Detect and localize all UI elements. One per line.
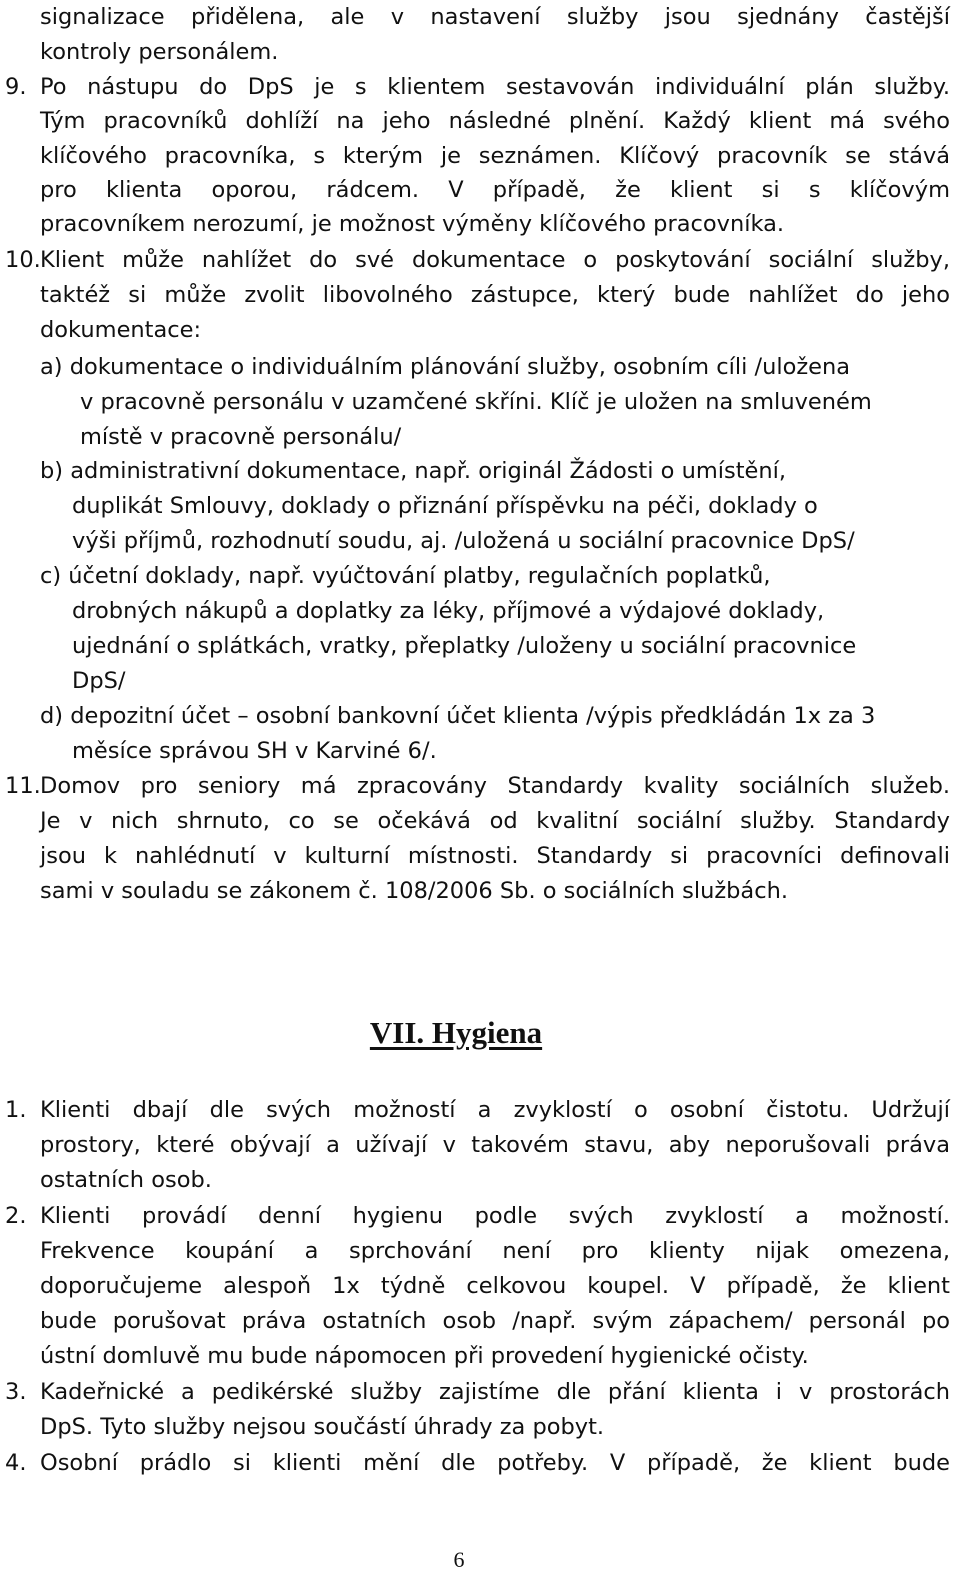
text-line: Je v nich shrnuto, co se očekává od kvalitní sociální služby. Standardy: [40, 808, 950, 834]
text-line: kontroly personálem.: [40, 39, 279, 65]
text-line: prostory, které obývají a užívají v takovém stavu, aby neporušovali práva: [40, 1132, 950, 1158]
text-line: pracovníkem nerozumí, je možnost výměny klíčového pracovníka.: [40, 211, 785, 237]
text-line: bude porušovat práva ostatních osob /např. svým zápachem/ personál po: [40, 1308, 950, 1334]
text-line: a) dokumentace o individuálním plánování služby, osobním cíli /uložena: [40, 354, 851, 380]
text-line: Klient může nahlížet do své dokumentace o poskytování sociální služby,: [40, 247, 950, 273]
list-number: 10.: [5, 247, 41, 273]
text-line: drobných nákupů a doplatky za léky, příjmové a výdajové doklady,: [72, 598, 825, 624]
text-line: ostatních osob.: [40, 1167, 212, 1193]
text-line: Po nástupu do DpS je s klientem sestavován individuální plán služby.: [40, 74, 950, 100]
text-line: Kadeřnické a pedikérské služby zajistíme dle přání klienta i v prostorách: [40, 1379, 950, 1405]
text-line: dokumentace:: [40, 317, 202, 343]
list-number: 9.: [5, 74, 27, 100]
text-line: Domov pro seniory má zpracovány Standardy kvality sociálních služeb.: [40, 773, 950, 799]
text-line: taktéž si může zvolit libovolného zástupce, který bude nahlížet do jeho: [40, 282, 950, 308]
text-line: b) administrativní dokumentace, např. originál Žádosti o umístění,: [40, 458, 787, 484]
text-line: Klienti provádí denní hygienu podle svých zvyklostí a možností.: [40, 1203, 950, 1229]
text-line: měsíce správou SH v Karviné 6/.: [72, 738, 437, 764]
text-line: signalizace přidělena, ale v nastavení služby jsou sjednány častější: [40, 4, 950, 30]
text-line: DpS. Tyto služby nejsou součástí úhrady za pobyt.: [40, 1414, 605, 1440]
list-number: 1.: [5, 1097, 27, 1123]
text-line: c) účetní doklady, např. vyúčtování platby, regulačních poplatků,: [40, 563, 771, 589]
text-line: ujednání o splátkách, vratky, přeplatky /uloženy u sociální pracovnice: [72, 633, 857, 659]
text-line: Tým pracovníků dohlíží na jeho následné plnění. Každý klient má svého: [40, 108, 950, 134]
text-line: místě v pracovně personálu/: [80, 424, 402, 450]
text-line: pro klienta oporou, rádcem. V případě, že klient si s klíčovým: [40, 177, 950, 203]
text-line: Frekvence koupání a sprchování není pro klienty nijak omezena,: [40, 1238, 950, 1264]
text-line: d) depozitní účet – osobní bankovní účet klienta /výpis předkládán 1x za 3: [40, 703, 876, 729]
text-line: doporučujeme alespoň 1x týdně celkovou koupel. V případě, že klient: [40, 1273, 950, 1299]
text-line: ústní domluvě mu bude nápomocen při provedení hygienické očisty.: [40, 1343, 809, 1369]
list-number: 3.: [5, 1379, 27, 1405]
text-line: výši příjmů, rozhodnutí soudu, aj. /uložená u sociální pracovnice DpS/: [72, 528, 855, 554]
text-line: Klienti dbají dle svých možností a zvyklostí o osobní čistotu. Udržují: [40, 1097, 950, 1123]
list-number: 4.: [5, 1450, 27, 1476]
section-heading: VII. Hygiena: [369, 1015, 543, 1050]
list-number: 11.: [5, 773, 41, 799]
text-line: duplikát Smlouvy, doklady o přiznání příspěvku na péči, doklady o: [72, 493, 818, 519]
text-line: Osobní prádlo si klienti mění dle potřeby. V případě, že klient bude: [40, 1450, 950, 1476]
list-number: 2.: [5, 1203, 27, 1229]
page-number: 6: [453, 1547, 465, 1572]
text-line: jsou k nahlédnutí v kulturní místnosti. Standardy si pracovníci definovali: [40, 843, 950, 869]
text-line: sami v souladu se zákonem č. 108/2006 Sb. o sociálních službách.: [40, 878, 789, 904]
text-line: v pracovně personálu v uzamčené skříni. Klíč je uložen na smluveném: [80, 389, 872, 415]
text-line: DpS/: [72, 668, 126, 694]
text-line: klíčového pracovníka, s kterým je seznámen. Klíčový pracovník se stává: [40, 143, 950, 169]
